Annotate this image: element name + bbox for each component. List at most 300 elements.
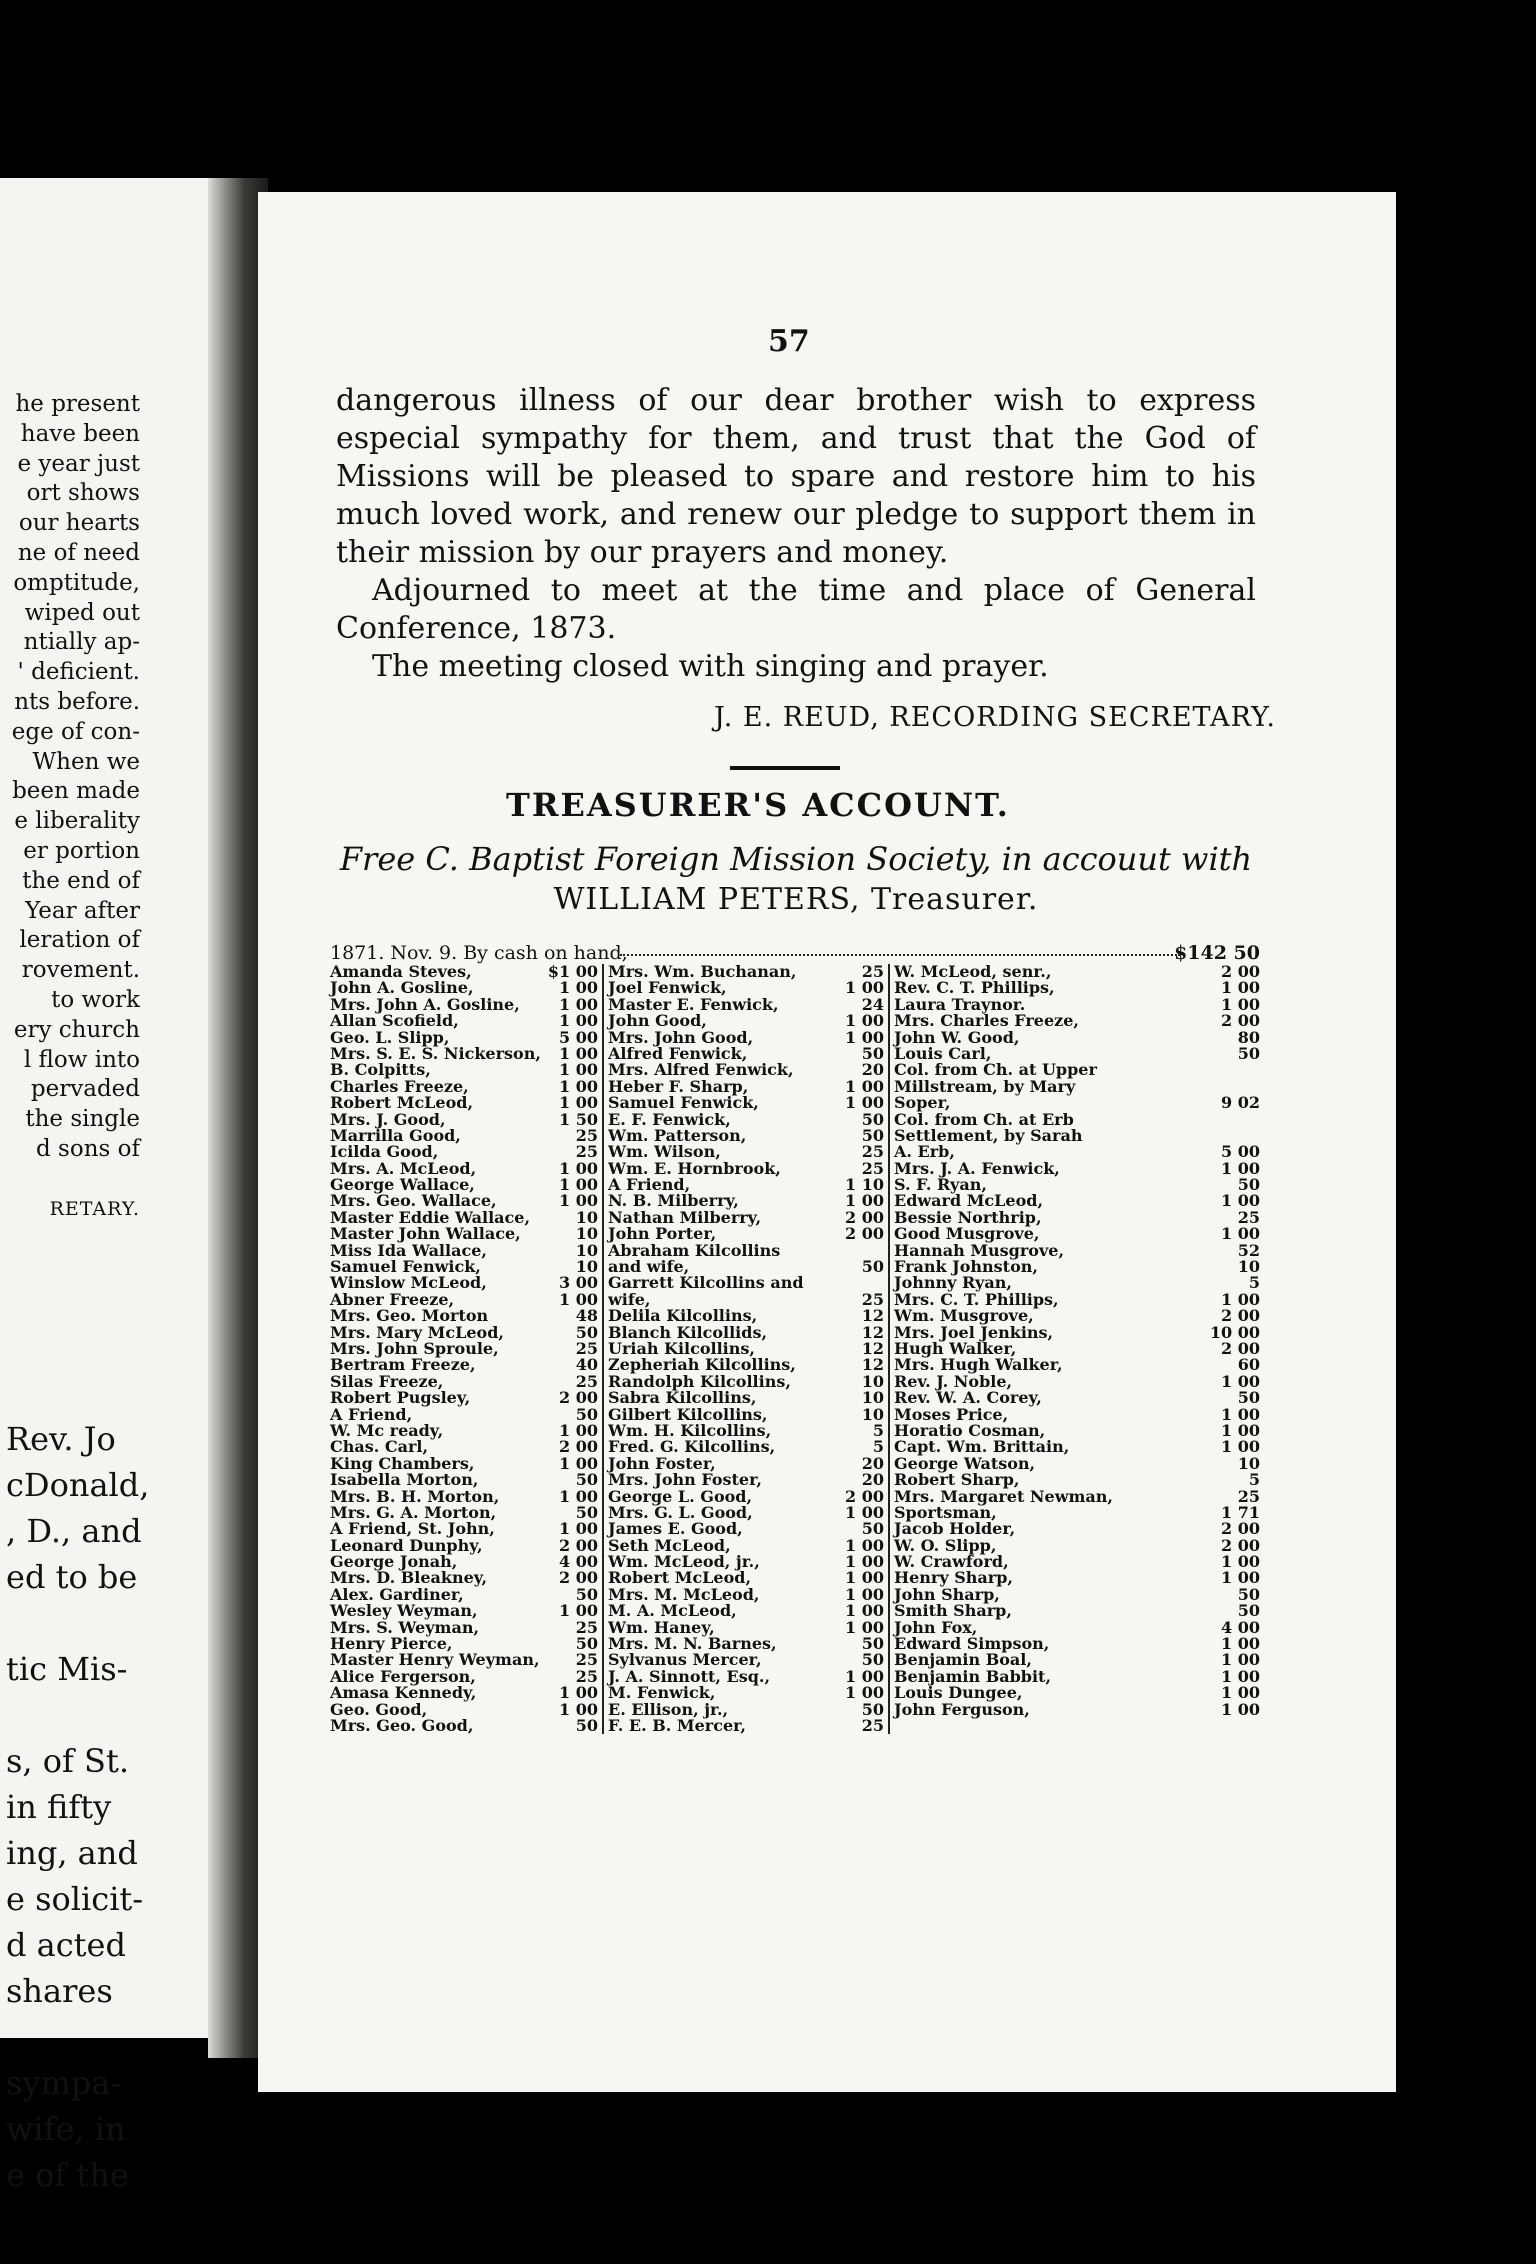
cash-on-hand-row xyxy=(330,942,1260,964)
donor-name: Seth McLeod, xyxy=(608,1535,731,1555)
donor-columns xyxy=(330,964,1260,2064)
donor-name: Robert McLeod, xyxy=(608,1568,752,1588)
donation-amount: 2 00 xyxy=(1221,1535,1260,1555)
donation-amount: 2 00 xyxy=(1221,1306,1260,1326)
donor-name: Hugh Walker, xyxy=(894,1338,1017,1358)
donation-amount: 25 xyxy=(861,1715,884,1735)
donor-name: Silas Freeze, xyxy=(330,1371,444,1391)
left-page-line: cDonald, xyxy=(6,1466,150,1504)
donation-amount: 1 00 xyxy=(845,1584,884,1604)
donation-amount: 25 xyxy=(861,1289,884,1309)
donation-amount: 50 xyxy=(575,1715,598,1735)
left-page-line: ege of con- xyxy=(11,718,140,745)
donor-name: Mrs. John Sproule, xyxy=(330,1338,499,1358)
donation-amount: 2 00 xyxy=(1221,1011,1260,1031)
donation-amount: 9 02 xyxy=(1221,1093,1260,1113)
donation-amount: 2 00 xyxy=(559,1568,598,1588)
donor-name: Chas. Carl, xyxy=(330,1437,429,1457)
donor-name: S. F. Ryan, xyxy=(894,1175,987,1195)
donation-amount: 5 xyxy=(872,1437,884,1457)
donor-name: Fred. G. Kilcollins, xyxy=(608,1437,776,1457)
left-page-line: leration of xyxy=(19,927,140,954)
donor-name: Rev. W. A. Corey, xyxy=(894,1388,1042,1408)
donation-amount: 2 00 xyxy=(559,1535,598,1555)
donor-name: Mrs. G. L. Good, xyxy=(608,1502,753,1522)
donor-name: Mrs. B. H. Morton, xyxy=(330,1486,500,1506)
donor-name: John Foster, xyxy=(608,1453,716,1473)
donation-amount: 1 10 xyxy=(845,1175,884,1195)
donor-name: Mrs. S. E. S. Nickerson, xyxy=(330,1043,541,1063)
donor-name: Bessie Northrip, xyxy=(894,1207,1042,1227)
donor-name: Master E. Fenwick, xyxy=(608,994,779,1014)
donation-amount: 1 00 xyxy=(845,1666,884,1686)
left-page-line: he present xyxy=(15,391,140,417)
donor-name: Gilbert Kilcollins, xyxy=(608,1404,768,1424)
donor-name: Wm. Wilson, xyxy=(608,1142,721,1162)
donor-name: Wm. McLeod, jr., xyxy=(608,1552,760,1572)
donor-name: Good Musgrove, xyxy=(894,1224,1040,1244)
donation-row xyxy=(608,1715,884,1735)
donation-amount: 1 00 xyxy=(1221,1158,1260,1178)
donation-amount: 1 71 xyxy=(1221,1502,1260,1522)
left-page-line: e of the xyxy=(6,2156,129,2194)
donation-amount: 1 00 xyxy=(845,1552,884,1572)
donor-name: Mrs. Alfred Fenwick, xyxy=(608,1060,794,1080)
donor-name: Master Eddie Wallace, xyxy=(330,1207,531,1227)
donor-name: Mrs. J. Good, xyxy=(330,1109,446,1129)
donation-amount: 2 00 xyxy=(1221,962,1260,981)
donor-name: Master John Wallace, xyxy=(330,1224,521,1244)
signature: J. E. REUD, RECORDING SECRETARY. xyxy=(713,702,1276,733)
left-page-line: wiped out xyxy=(24,599,140,626)
left-page-line: Rev. Jo xyxy=(6,1420,116,1458)
donor-name: W. McLeod, senr., xyxy=(894,962,1052,981)
subheading-treasurer: WILLIAM PETERS, Treasurer. xyxy=(553,882,1039,917)
donor-name: M. Fenwick, xyxy=(608,1683,716,1703)
donation-amount: 25 xyxy=(1237,1207,1260,1227)
donor-name: W. Crawford, xyxy=(894,1552,1009,1572)
donor-name: Mrs. D. Bleakney, xyxy=(330,1568,488,1588)
donor-name: W. O. Slipp, xyxy=(894,1535,997,1555)
donation-amount: 1 00 xyxy=(559,1011,598,1031)
donor-name: George Jonah, xyxy=(330,1552,458,1572)
donation-amount: 2 00 xyxy=(845,1486,884,1506)
divider xyxy=(730,766,840,770)
donor-name: Mrs. John Good, xyxy=(608,1027,754,1047)
left-page-line: wife, in xyxy=(6,2110,126,2148)
left-page-text-large xyxy=(6,1416,149,2198)
donation-amount: 50 xyxy=(861,1125,884,1145)
donor-name: Mrs. M. N. Barnes, xyxy=(608,1634,777,1654)
donor-name: John Fox, xyxy=(894,1617,978,1637)
donation-amount: 50 xyxy=(575,1584,598,1604)
donation-amount: $1 00 xyxy=(547,962,598,981)
donation-amount: 1 00 xyxy=(559,1060,598,1080)
donation-amount: 12 xyxy=(861,1338,884,1358)
donor-name: J. A. Sinnott, Esq., xyxy=(608,1666,771,1686)
donor-name: Wm. Musgrove, xyxy=(894,1306,1034,1326)
left-page-line: omptitude, xyxy=(13,569,140,596)
donation-amount: 50 xyxy=(1237,1388,1260,1408)
donor-name: Capt. Wm. Brittain, xyxy=(894,1437,1070,1457)
donor-name: W. Mc ready, xyxy=(330,1420,444,1440)
donation-amount: 2 00 xyxy=(559,1388,598,1408)
donation-amount: 1 00 xyxy=(559,1043,598,1063)
donation-amount: 1 00 xyxy=(845,1568,884,1588)
donor-name: Charles Freeze, xyxy=(330,1076,469,1096)
donor-name: Mrs. Geo. Wallace, xyxy=(330,1191,497,1211)
left-page-line: Year after xyxy=(25,897,140,924)
left-page-line: ery church xyxy=(13,1016,140,1043)
donor-name: Millstream, by Mary xyxy=(894,1076,1076,1096)
donor-name: Icilda Good, xyxy=(330,1142,439,1162)
donation-amount: 5 00 xyxy=(559,1027,598,1047)
donor-name: Uriah Kilcollins, xyxy=(608,1338,755,1358)
donor-name: Marrilla Good, xyxy=(330,1125,461,1145)
donor-name: Mrs. John A. Gosline, xyxy=(330,994,520,1014)
donor-name: Mrs. Mary McLeod, xyxy=(330,1322,504,1342)
donor-name: Johnny Ryan, xyxy=(894,1273,1012,1293)
donation-amount: 1 00 xyxy=(845,1601,884,1621)
donor-name: Nathan Milberry, xyxy=(608,1207,762,1227)
left-page-line: the end of xyxy=(22,867,140,894)
donor-name: Heber F. Sharp, xyxy=(608,1076,749,1096)
donation-amount: 1 50 xyxy=(559,1109,598,1129)
donation-amount: 2 00 xyxy=(845,1224,884,1244)
donation-amount: 5 00 xyxy=(1221,1142,1260,1162)
donor-name: George Watson, xyxy=(894,1453,1036,1473)
donation-amount: 20 xyxy=(861,1060,884,1080)
donation-amount: 1 00 xyxy=(559,1699,598,1719)
donation-amount: 20 xyxy=(861,1453,884,1473)
donor-name: Geo. L. Slipp, xyxy=(330,1027,450,1047)
donor-name: Benjamin Boal, xyxy=(894,1650,1032,1670)
donor-name: Horatio Cosman, xyxy=(894,1420,1046,1440)
donor-name: King Chambers, xyxy=(330,1453,475,1473)
donation-amount: 1 00 xyxy=(1221,978,1260,998)
donation-amount: 10 xyxy=(861,1371,884,1391)
body-text xyxy=(336,382,1256,686)
donor-name: Louis Carl, xyxy=(894,1043,992,1063)
donor-name: Garrett Kilcollins and xyxy=(608,1273,804,1293)
left-page-line: sympa- xyxy=(6,2064,122,2102)
left-page-line: ne of need xyxy=(17,539,140,566)
donation-amount: 1 00 xyxy=(559,1175,598,1195)
donor-name: Zepheriah Kilcollins, xyxy=(608,1355,796,1375)
donor-name: Mrs. C. T. Phillips, xyxy=(894,1289,1059,1309)
donor-name: Mrs. Margaret Newman, xyxy=(894,1486,1113,1506)
donor-name: Mrs. Wm. Buchanan, xyxy=(608,962,797,981)
donor-name: John Good, xyxy=(608,1011,707,1031)
left-page xyxy=(0,178,232,2194)
donor-name: Alice Fergerson, xyxy=(330,1666,476,1686)
donation-amount: 10 xyxy=(1237,1453,1260,1473)
donation-amount: 3 00 xyxy=(559,1273,598,1293)
donation-amount: 10 00 xyxy=(1209,1322,1260,1342)
donor-name: Frank Johnston, xyxy=(894,1257,1038,1277)
donation-amount: 12 xyxy=(861,1306,884,1326)
donor-name: Miss Ida Wallace, xyxy=(330,1240,487,1260)
donation-amount: 2 00 xyxy=(1221,1519,1260,1539)
donor-name: George Wallace, xyxy=(330,1175,475,1195)
donation-amount: 1 00 xyxy=(845,1191,884,1211)
donor-name: Mrs. Hugh Walker, xyxy=(894,1355,1063,1375)
donation-amount: 1 00 xyxy=(1221,1568,1260,1588)
donation-amount: 5 xyxy=(872,1420,884,1440)
left-page-line: e solicit- xyxy=(6,1880,144,1918)
donor-name: Hannah Musgrove, xyxy=(894,1240,1065,1260)
donor-name: Geo. Good, xyxy=(330,1699,428,1719)
donation-amount: 1 00 xyxy=(845,1683,884,1703)
donation-amount: 1 00 xyxy=(559,1519,598,1539)
paragraph-2: Adjourned to meet at the time and place of General Conference, 1873. xyxy=(336,573,1256,646)
donation-amount: 1 00 xyxy=(559,1093,598,1113)
donation-amount: 25 xyxy=(575,1666,598,1686)
donor-name: Sabra Kilcollins, xyxy=(608,1388,757,1408)
donor-column-1 xyxy=(330,964,598,1734)
donation-amount: 1 00 xyxy=(559,1191,598,1211)
donor-name: Wm. E. Hornbrook, xyxy=(608,1158,781,1178)
left-page-line: tic Mis- xyxy=(6,1650,128,1688)
donor-name: Soper, xyxy=(894,1093,951,1113)
left-page-line: , D., and xyxy=(6,1512,142,1550)
donation-amount: 50 xyxy=(861,1519,884,1539)
donor-name: Alex. Gardiner, xyxy=(330,1584,464,1604)
donation-amount: 12 xyxy=(861,1322,884,1342)
donation-amount: 1 00 xyxy=(845,1502,884,1522)
donation-amount: 50 xyxy=(575,1322,598,1342)
donor-name: Col. from Ch. at Erb xyxy=(894,1109,1074,1129)
donor-name: Amanda Steves, xyxy=(330,962,472,981)
donation-amount: 10 xyxy=(861,1404,884,1424)
donor-column-3 xyxy=(894,964,1260,1718)
donor-name: Wm. H. Kilcollins, xyxy=(608,1420,772,1440)
donor-name: F. E. B. Mercer, xyxy=(608,1715,746,1735)
cash-on-hand-amount: $142 50 xyxy=(1174,942,1260,964)
left-page-line xyxy=(12,1165,140,1195)
donation-amount: 1 00 xyxy=(845,978,884,998)
donation-amount: 1 00 xyxy=(559,1420,598,1440)
donor-name: Mrs. Joel Jenkins, xyxy=(894,1322,1054,1342)
donation-amount: 1 00 xyxy=(1221,1666,1260,1686)
donation-amount: 1 00 xyxy=(845,1535,884,1555)
donation-amount: 1 00 xyxy=(1221,1437,1260,1457)
donation-amount: 25 xyxy=(1237,1486,1260,1506)
donation-amount: 25 xyxy=(575,1650,598,1670)
donation-amount: 1 00 xyxy=(559,1453,598,1473)
donation-amount: 1 00 xyxy=(1221,1404,1260,1424)
donor-name: and wife, xyxy=(608,1257,690,1277)
donor-name: James E. Good, xyxy=(608,1519,743,1539)
left-page-line: ntially ap- xyxy=(23,629,140,656)
donor-name: A. Erb, xyxy=(894,1142,955,1162)
donation-amount: 1 00 xyxy=(1221,1699,1260,1719)
donation-amount: 1 00 xyxy=(1221,1191,1260,1211)
donation-amount: 12 xyxy=(861,1355,884,1375)
donation-amount: 25 xyxy=(861,962,884,981)
donor-name: Bertram Freeze, xyxy=(330,1355,476,1375)
donation-amount: 1 00 xyxy=(1221,994,1260,1014)
donor-name: Louis Dungee, xyxy=(894,1683,1023,1703)
left-page-line: ing, and xyxy=(6,1834,138,1872)
left-page-text-small xyxy=(12,390,140,1224)
donor-name: Smith Sharp, xyxy=(894,1601,1012,1621)
donor-name: Alfred Fenwick, xyxy=(608,1043,748,1063)
donor-name: John W. Good, xyxy=(894,1027,1020,1047)
donation-amount: 25 xyxy=(575,1371,598,1391)
donation-amount: 52 xyxy=(1237,1240,1260,1260)
donor-name: Sylvanus Mercer, xyxy=(608,1650,762,1670)
donation-amount: 1 00 xyxy=(1221,1552,1260,1572)
donor-name: Settlement, by Sarah xyxy=(894,1125,1083,1145)
donor-name: George L. Good, xyxy=(608,1486,753,1506)
donation-amount: 2 00 xyxy=(1221,1338,1260,1358)
donation-amount: 80 xyxy=(1237,1027,1260,1047)
dot-leader xyxy=(620,954,1180,956)
donor-name: Mrs. Geo. Morton xyxy=(330,1306,489,1326)
donor-name: E. F. Fenwick, xyxy=(608,1109,731,1129)
left-page-line: d sons of xyxy=(36,1135,140,1162)
donor-name: Mrs. John Foster, xyxy=(608,1470,762,1490)
donor-name: Henry Pierce, xyxy=(330,1634,453,1654)
donation-amount: 50 xyxy=(1237,1584,1260,1604)
donation-amount: 1 00 xyxy=(845,1027,884,1047)
left-page-line: nts before. xyxy=(14,688,140,715)
donation-amount: 1 00 xyxy=(559,1486,598,1506)
donor-name: Wesley Weyman, xyxy=(330,1601,478,1621)
donation-amount: 50 xyxy=(861,1257,884,1277)
donor-name: Joel Fenwick, xyxy=(608,978,727,998)
paragraph-1: dangerous illness of our dear brother wish to express especial sympathy for them, and trust that the God of Missions will be pleased to spare and restore him to his much loved work, and renew our pledge to support them in their mission by our prayers and money. xyxy=(336,383,1256,570)
donation-amount: 1 00 xyxy=(845,1011,884,1031)
donor-name: Robert Pugsley, xyxy=(330,1388,471,1408)
donor-name: Mrs. S. Weyman, xyxy=(330,1617,480,1637)
donation-amount: 2 00 xyxy=(559,1437,598,1457)
donor-name: Allan Scofield, xyxy=(330,1011,459,1031)
left-page-line xyxy=(6,2014,149,2060)
donation-amount: 1 00 xyxy=(845,1093,884,1113)
paragraph-3: The meeting closed with singing and prayer. xyxy=(372,649,1049,684)
left-page-line: er portion xyxy=(23,837,140,864)
donation-amount: 10 xyxy=(575,1224,598,1244)
donation-amount: 1 00 xyxy=(559,1683,598,1703)
donor-name: Edward McLeod, xyxy=(894,1191,1044,1211)
donation-amount: 1 00 xyxy=(559,1076,598,1096)
donation-row xyxy=(894,1699,1260,1719)
donation-amount: 50 xyxy=(861,1634,884,1654)
donation-amount: 50 xyxy=(861,1109,884,1129)
donor-name: Mrs. Charles Freeze, xyxy=(894,1011,1079,1031)
donation-amount: 1 00 xyxy=(559,994,598,1014)
left-page-line: ' deficient. xyxy=(17,659,140,686)
donor-name: Sportsman, xyxy=(894,1502,997,1522)
donor-name: Rev. J. Noble, xyxy=(894,1371,1013,1391)
donation-amount: 50 xyxy=(575,1470,598,1490)
donation-amount: 50 xyxy=(861,1699,884,1719)
donation-amount: 60 xyxy=(1237,1355,1260,1375)
donor-name: Mrs. G. A. Morton, xyxy=(330,1502,497,1522)
donation-amount: 1 00 xyxy=(559,1601,598,1621)
donation-amount: 25 xyxy=(575,1338,598,1358)
left-page-line: pervaded xyxy=(30,1076,140,1103)
donor-name: Benjamin Babbit, xyxy=(894,1666,1052,1686)
donor-name: Delila Kilcollins, xyxy=(608,1306,758,1326)
donation-amount: 1 00 xyxy=(845,1076,884,1096)
donor-name: Samuel Fenwick, xyxy=(608,1093,759,1113)
donation-amount: 2 00 xyxy=(845,1207,884,1227)
donation-amount: 50 xyxy=(1237,1175,1260,1195)
page-number: 57 xyxy=(768,324,810,359)
donation-amount: 1 00 xyxy=(845,1617,884,1637)
donation-amount: 50 xyxy=(575,1634,598,1654)
donor-name: A Friend, St. John, xyxy=(330,1519,495,1539)
donor-name: John Sharp, xyxy=(894,1584,1000,1604)
donor-name: Edward Simpson, xyxy=(894,1634,1050,1654)
donor-name: wife, xyxy=(608,1289,651,1309)
donor-name: Robert McLeod, xyxy=(330,1093,474,1113)
donor-name: A Friend, xyxy=(330,1404,413,1424)
donor-name: Col. from Ch. at Upper xyxy=(894,1060,1097,1080)
donor-name: John Ferguson, xyxy=(894,1699,1030,1719)
donor-name: E. Ellison, jr., xyxy=(608,1699,729,1719)
donation-amount: 20 xyxy=(861,1470,884,1490)
donor-name: Jacob Holder, xyxy=(894,1519,1016,1539)
donor-name: B. Colpitts, xyxy=(330,1060,431,1080)
donor-name: Moses Price, xyxy=(894,1404,1009,1424)
donation-amount: 1 00 xyxy=(1221,1289,1260,1309)
donation-amount: 24 xyxy=(861,994,884,1014)
donation-amount: 50 xyxy=(861,1650,884,1670)
donor-name: Abraham Kilcollins xyxy=(608,1240,781,1260)
donor-name: Wm. Patterson, xyxy=(608,1125,747,1145)
donor-name: Winslow McLeod, xyxy=(330,1273,487,1293)
left-page-line: have been xyxy=(20,420,140,447)
donor-name: M. A. McLeod, xyxy=(608,1601,737,1621)
donation-amount: 50 xyxy=(861,1043,884,1063)
left-page-line: rovement. xyxy=(21,957,140,984)
donation-amount: 5 xyxy=(1248,1470,1260,1490)
left-page-line: ort shows xyxy=(26,480,140,507)
donation-amount: 25 xyxy=(575,1125,598,1145)
donation-amount: 1 00 xyxy=(1221,1634,1260,1654)
donor-name: John A. Gosline, xyxy=(330,978,474,998)
donor-name: Blanch Kilcollids, xyxy=(608,1322,768,1342)
donation-amount: 1 00 xyxy=(1221,1650,1260,1670)
donor-name: Leonard Dunphy, xyxy=(330,1535,483,1555)
left-page-line: d acted xyxy=(6,1926,126,1964)
donor-name: Abner Freeze, xyxy=(330,1289,455,1309)
left-page-line: e liberality xyxy=(14,808,140,835)
donation-amount: 10 xyxy=(1237,1257,1260,1277)
right-page xyxy=(258,192,1396,2092)
donation-amount: 4 00 xyxy=(559,1552,598,1572)
donor-name: Laura Traynor. xyxy=(894,994,1026,1014)
donation-amount: 1 00 xyxy=(1221,1420,1260,1440)
donor-name: Mrs. J. A. Fenwick, xyxy=(894,1158,1060,1178)
section-heading: TREASURER'S ACCOUNT. xyxy=(506,786,1010,824)
left-page-line: the single xyxy=(25,1106,140,1133)
donation-amount: 25 xyxy=(575,1142,598,1162)
donation-amount: 50 xyxy=(1237,1043,1260,1063)
left-page-line: been made xyxy=(12,778,140,805)
donation-amount: 40 xyxy=(575,1355,598,1375)
left-page-line: to work xyxy=(51,986,140,1013)
donation-row xyxy=(330,1715,598,1735)
cash-on-hand-label: 1871. Nov. 9. By cash on hand, xyxy=(330,942,628,964)
donor-name: Samuel Fenwick, xyxy=(330,1257,481,1277)
left-page-line: shares xyxy=(6,1972,113,2010)
donor-name: Robert Sharp, xyxy=(894,1470,1020,1490)
